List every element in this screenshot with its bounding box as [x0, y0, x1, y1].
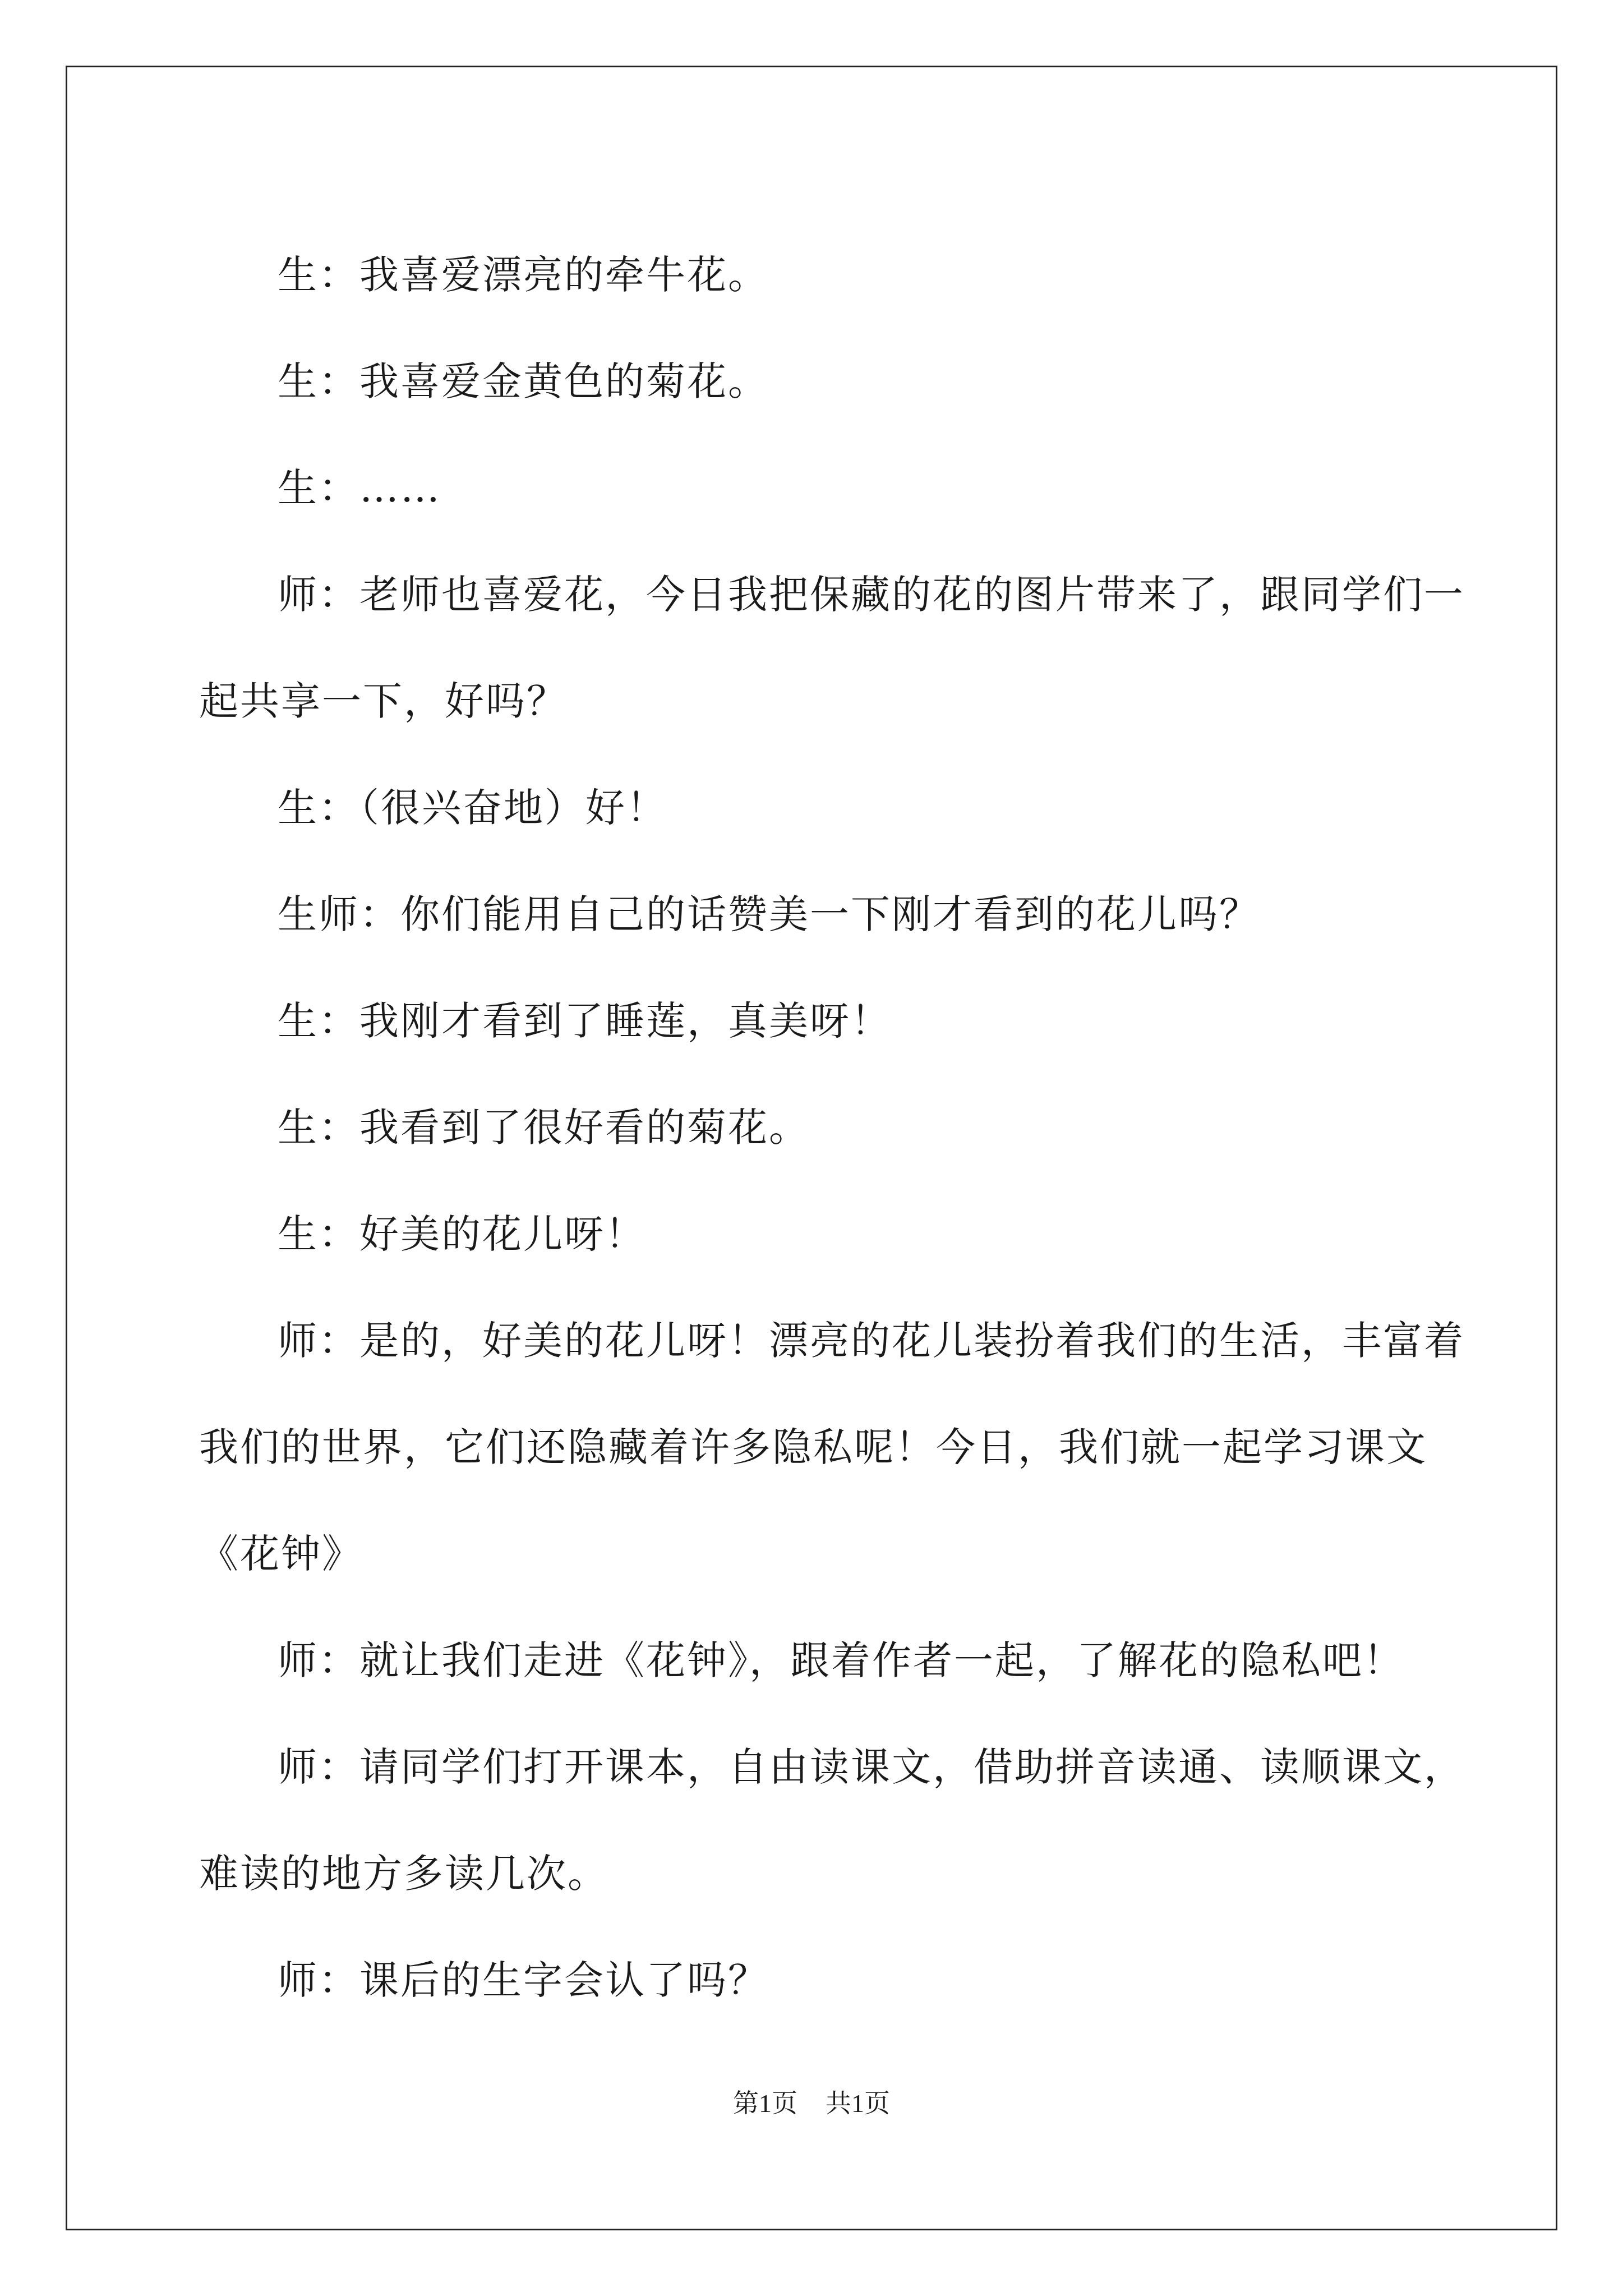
paragraph: 生师：你们能用自己的话赞美一下刚才看到的花儿吗？ — [278, 891, 1260, 937]
paragraph: 生：…… — [278, 465, 441, 511]
paragraph: 生：我喜爱金黄色的菊花。 — [278, 358, 769, 404]
paragraph: 师：就让我们走进《花钟》，跟着作者一起，了解花的隐私吧！ — [278, 1637, 1404, 1683]
paragraph: 师：课后的生字会认了吗？ — [278, 1957, 769, 2003]
paragraph: 师：请同学们打开课本，自由读课文，借助拼音读通、读顺课文，难读的地方多读几次。 — [199, 1744, 1465, 1897]
paragraph: 生：我刚才看到了睡莲，真美呀！ — [278, 998, 892, 1044]
paragraph: 生：（很兴奋地）好！ — [278, 785, 667, 831]
paragraph: 师：老师也喜爱花，今日我把保藏的花的图片带来了，跟同学们一起共享一下，好吗？ — [199, 572, 1465, 724]
document-body — [199, 222, 1475, 2033]
paragraph: 生：好美的花儿呀！ — [278, 1211, 646, 1257]
paragraph: 生：我喜爱漂亮的牵牛花。 — [278, 252, 769, 298]
page-total: 共1页 — [826, 2089, 890, 2118]
paragraph: 师：是的，好美的花儿呀！漂亮的花儿装扮着我们的生活，丰富着我们的世界，它们还隐藏着许多隐私呢！今日，我们就一起学习课文《花钟》 — [199, 1318, 1465, 1577]
page-number: 第1页 — [733, 2089, 797, 2118]
paragraph: 生：我看到了很好看的菊花。 — [278, 1105, 810, 1151]
page-footer — [0, 2087, 1623, 2120]
